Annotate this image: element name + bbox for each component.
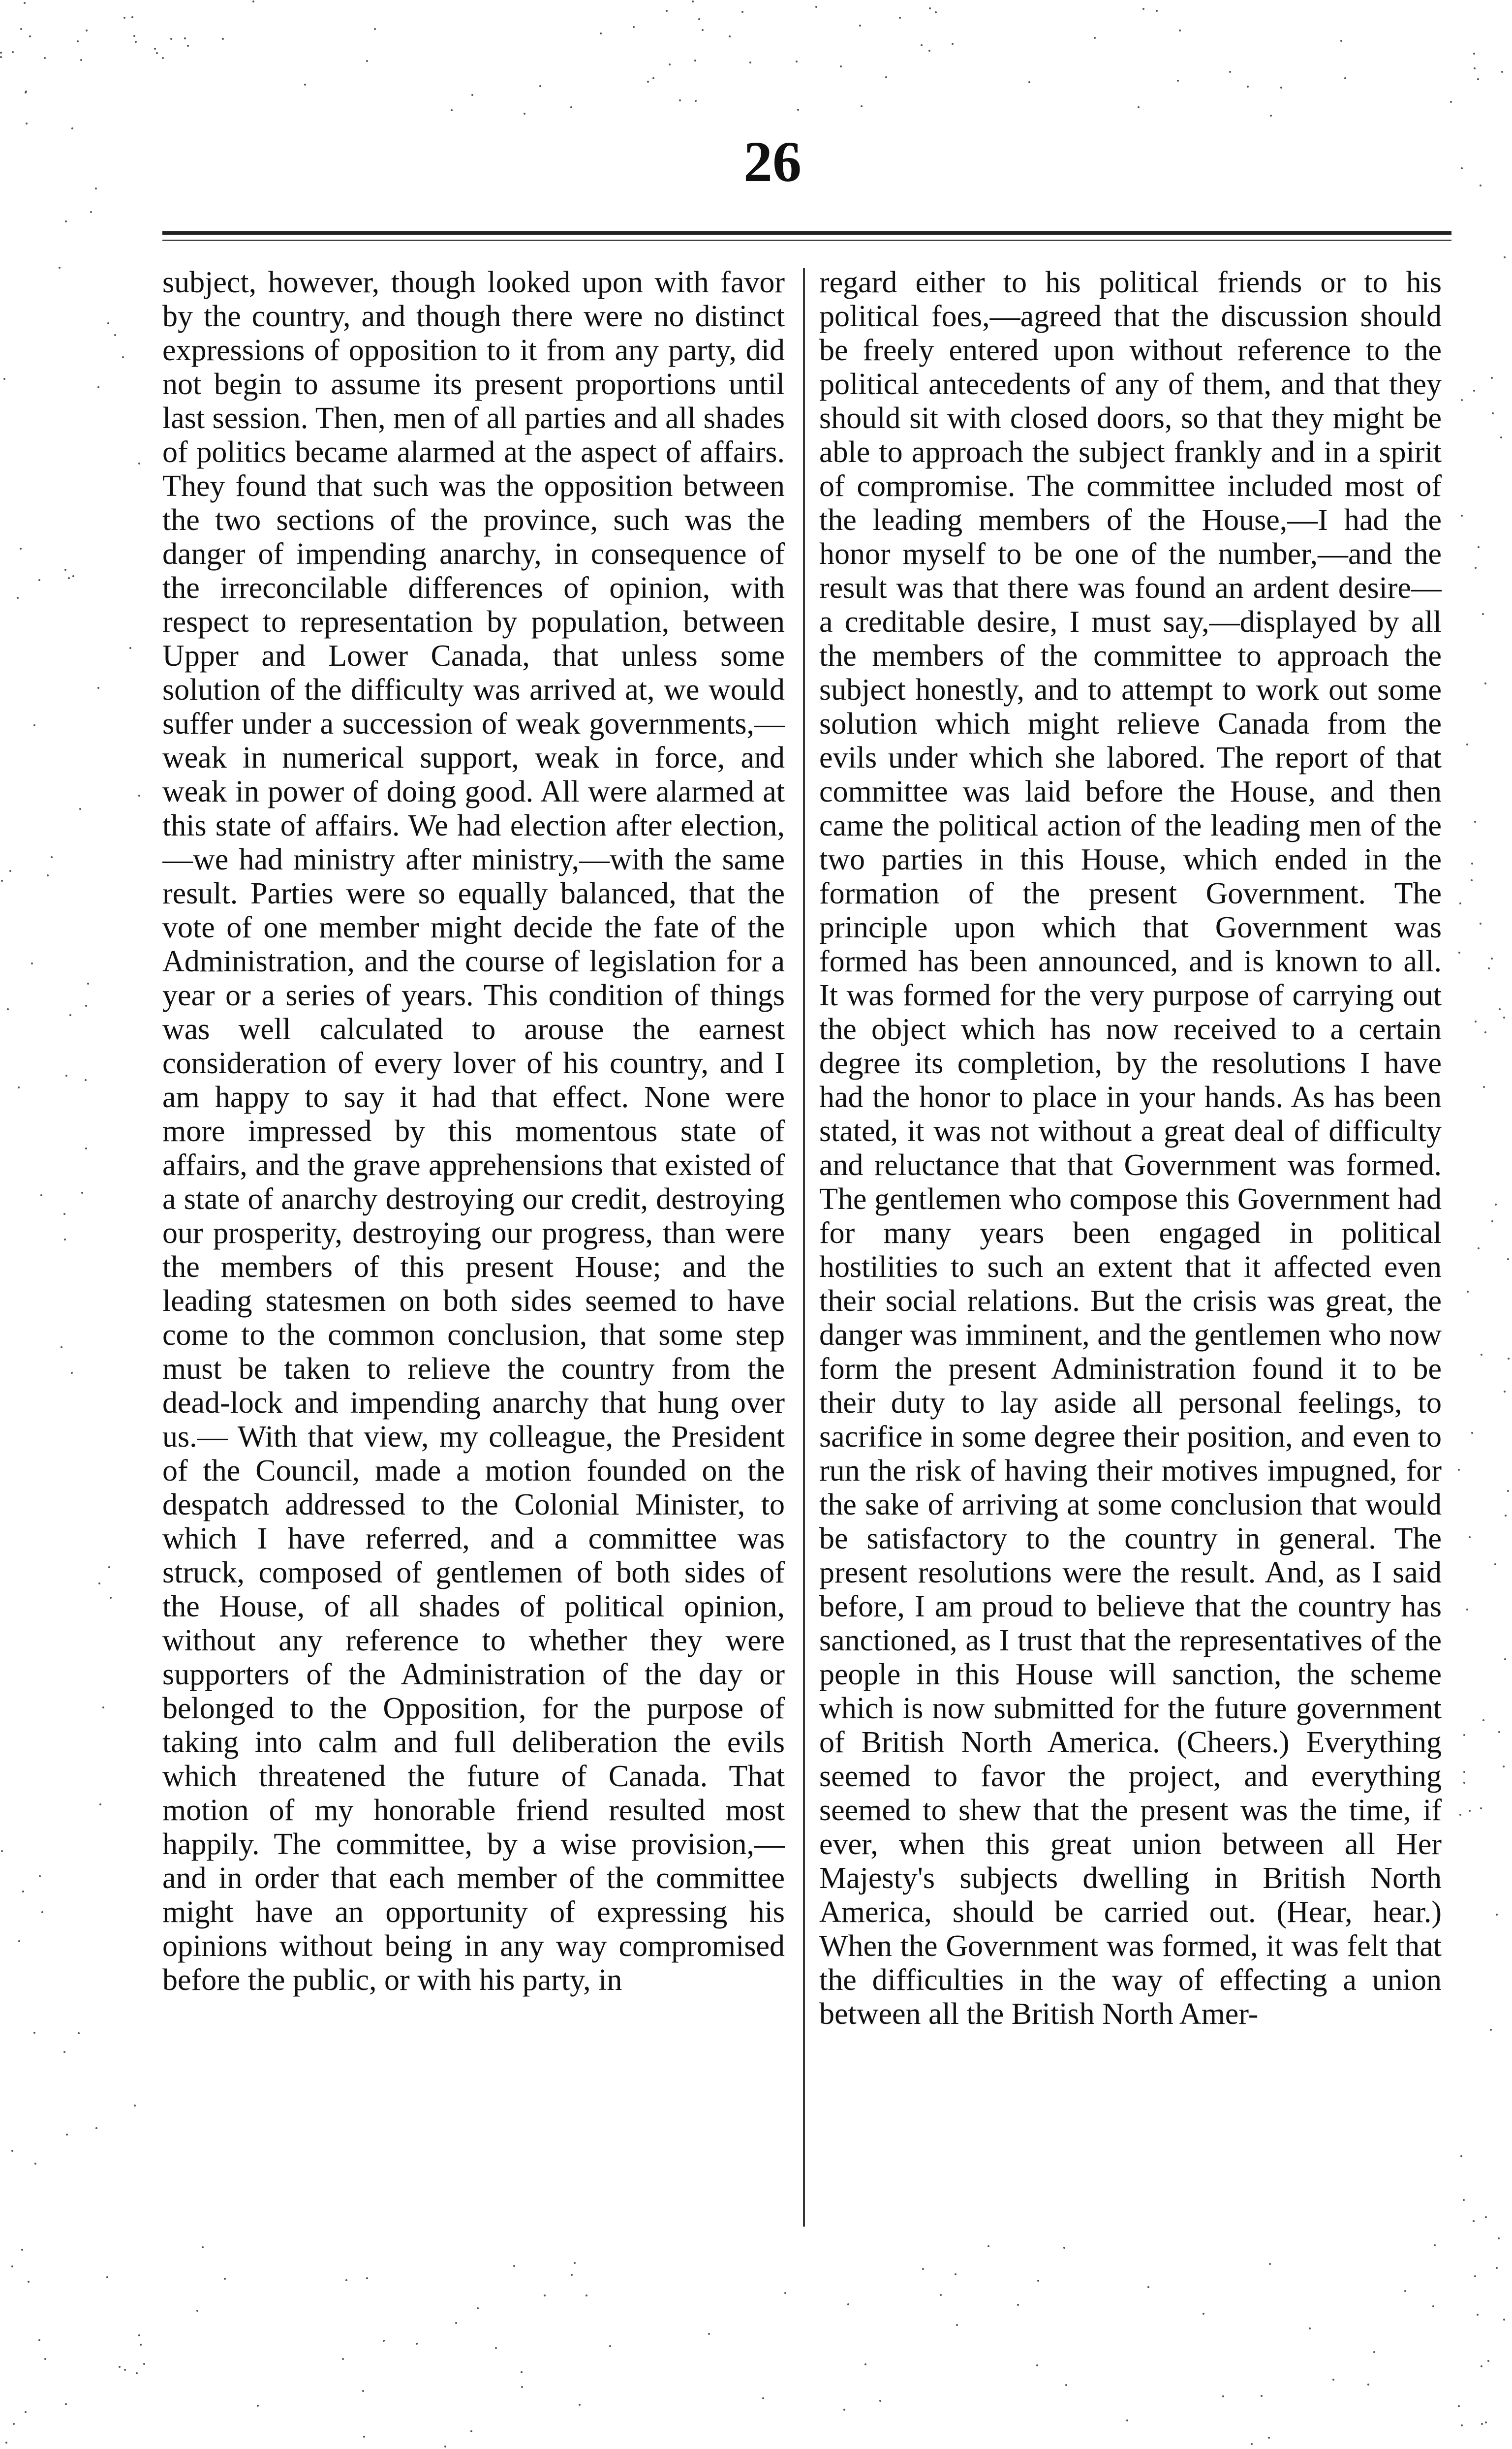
paper-speckle [1251,2443,1253,2445]
paper-speckle [64,569,66,571]
paper-speckle [1138,106,1140,108]
paper-speckle [1491,958,1493,960]
paper-speckle [1473,2220,1475,2222]
paper-speckle [22,1891,24,1892]
paper-speckle [470,2430,472,2432]
paper-speckle [39,1875,41,1877]
paper-speckle [1450,101,1452,103]
paper-speckle [1222,2395,1224,2397]
paper-speckle [21,2249,23,2251]
paper-speckle [784,2292,786,2294]
paper-speckle [1481,2365,1482,2367]
paper-speckle [69,1014,71,1016]
paper-speckle [1126,2419,1128,2421]
paper-speckle [1485,2421,1487,2423]
paper-speckle [138,463,140,465]
paper-speckle [1466,1609,1468,1611]
paper-speckle [1463,2199,1465,2201]
paper-speckle [1473,53,1475,55]
paper-speckle [1474,821,1476,823]
header-rule-thin [162,240,1451,241]
paper-speckle [1478,546,1480,548]
paper-speckle [471,94,473,96]
paper-speckle [847,2303,849,2305]
paper-speckle [1094,37,1096,39]
paper-speckle [33,724,35,726]
paper-speckle [928,50,930,52]
paper-speckle [12,51,14,53]
paper-speckle [59,267,61,269]
paper-speckle [1065,2384,1067,2386]
paper-speckle [692,0,694,2]
paper-speckle [38,579,40,581]
paper-speckle [885,76,887,78]
paper-speckle [1461,399,1463,401]
paper-speckle [1473,390,1475,392]
paper-speckle [1063,2247,1065,2249]
paper-speckle [133,35,135,37]
paper-speckle [18,1086,20,1088]
paper-speckle [1458,2405,1460,2407]
paper-speckle [51,856,53,858]
paper-speckle [749,62,751,63]
paper-speckle [1474,67,1476,69]
paper-speckle [25,91,27,93]
paper-speckle [1503,1017,1505,1019]
paper-speckle [741,11,743,13]
paper-speckle [40,1194,42,1196]
paper-speckle [1373,2351,1375,2353]
paper-speckle [861,105,863,107]
paper-speckle [24,2,26,4]
paper-speckle [987,2245,989,2247]
paper-speckle [1488,967,1490,969]
paper-speckle [11,2150,13,2152]
paper-speckle [63,2051,65,2053]
paper-speckle [11,2265,13,2267]
paper-speckle [956,2324,958,2326]
paper-speckle [1487,2360,1489,2362]
paper-speckle [366,60,368,62]
paper-speckle [1505,1515,1507,1517]
paper-speckle [1492,412,1494,414]
paper-speckle [1459,902,1461,904]
paper-speckle [1203,2313,1204,2315]
paper-speckle [899,17,901,19]
paper-speckle [1496,2267,1498,2269]
paper-speckle [544,2294,546,2296]
paper-speckle [1229,71,1231,73]
paper-speckle [1467,1291,1469,1293]
paper-speckle [1469,1810,1471,1812]
paper-speckle [815,6,817,8]
text-column-left [162,266,785,2229]
paper-speckle [1309,2327,1311,2329]
paper-speckle [600,32,602,34]
paper-speckle [1340,40,1342,42]
paper-speckle [1471,1432,1473,1434]
paper-speckle [114,334,116,336]
column-divider [803,268,805,2227]
paper-speckle [106,2276,108,2278]
paper-speckle [81,1192,83,1194]
paper-speckle [1494,1563,1496,1565]
paper-speckle [383,2340,385,2342]
header-rule [162,231,1451,235]
paper-speckle [729,35,731,37]
paper-speckle [864,2363,866,2365]
paper-speckle [1478,1247,1480,1249]
paper-speckle [1471,879,1473,881]
paper-speckle [1142,8,1144,10]
paper-speckle [1028,81,1030,83]
paper-speckle [1481,2423,1483,2425]
column-left-text: subject, however, though looked upon with favor by the country, and though there were no distinct expressions of opposition to it from any party, did not begin to assume its present proportions until last session. Then, men of all parties and all shades of politics became alarmed at the aspect of affairs. They found that such was the opposition between the two sections of the province, such was the danger of impending anarchy, in consequence of the irreconcilable differences of opinion, with respect to representation by population, between Upper and Lower Canada, that unless some solution of the difficulty was arrived at, we would suffer under a succession of weak governments,—weak in numerical support, weak in force, and weak in power of doing good. All were alarmed at this state of affairs. We had election after election,—we had ministry after ministry,—with the same result. Parties were so equally balanced, that the vote of one member might decide the fate of the Administration, and the course of legislation for a year or a series of years. This condition of things was well calculated to arouse the earnest consideration of every lover of his country, and I am happy to say it had that effect. None were more impressed by this momentous state of affairs, and the grave apprehensions that existed of a state of anarchy destroying our credit, destroying our prosperity, destroying our progress, than were the members of this present House; and the leading statesmen on both sides seemed to have come to the common conclusion, that some step must be taken to relieve the country from the dead-lock and impending anarchy that hung over us.— With that view, my colleague, the President of the Council, made a motion founded on the despatch addressed to the Colonial Minister, to which I have referred, and a committee was struck, composed of gentlemen of both sides of the House, of all shades of political opinion, without any reference to whether they were supporters of the Administration of the day or belonged to the Opposition, for the purpose of taking into calm and full deliberation the evils which threatened the future of Canada. That motion of my honorable friend resulted most happily. The committee, by a wise provision,—and in order that each member of the committee might have an opportunity of expressing his opinions without being in any way compromised before the public, or with his party, in [162,266,785,1997]
paper-speckle [20,28,22,30]
paper-speckle [252,0,254,2]
paper-speckle [840,65,842,67]
paper-speckle [95,2127,97,2129]
paper-speckle [444,2446,446,2448]
paper-speckle [1,1850,3,1852]
paper-speckle [65,220,67,222]
paper-speckle [71,1372,73,1374]
paper-speckle [86,30,88,31]
paper-speckle [708,2333,710,2335]
paper-speckle [1484,1031,1486,1033]
paper-speckle [495,2347,497,2349]
paper-speckle [374,28,376,30]
paper-speckle [1477,78,1479,80]
paper-speckle [1332,2379,1334,2381]
paper-speckle [102,1706,104,1708]
page-number: 26 [743,129,802,194]
paper-speckle [1475,567,1477,569]
paper-speckle [9,870,11,872]
paper-speckle [110,1597,112,1599]
paper-speckle [879,2400,881,2402]
paper-speckle [97,386,99,388]
paper-speckle [1463,1771,1465,1773]
paper-speckle [1500,436,1502,438]
paper-speckle [797,109,799,111]
paper-speckle [63,1213,65,1215]
paper-speckle [0,52,2,54]
paper-speckle [1461,167,1463,169]
paper-speckle [1036,2364,1038,2366]
paper-speckle [1485,2216,1487,2218]
paper-speckle [513,2265,515,2267]
column-right-text: regard either to his political friends or to his political foes,—agreed that the discussion should be freely entered upon without reference to the political antecedents of any of them, and that they should sit with closed doors, so that they might be able to approach the subject frankly and in a spirit of compromise. The committee included most of the leading members of the House,—I had the honor myself to be one of the number,—and the result was that there was found an ardent desire—a creditable desire, I must say,—displayed by all the members of the committee to approach the subject honestly, and to attempt to work out some solution which might relieve Canada from the evils under which she labored. The report of that committee was laid before the House, and then came the political action of the leading men of the two parties in this House, which ended in the formation of the present Government. The principle upon which that Government was formed has been announced, and is known to all. It was formed for the very purpose of carrying out the object which has now received to a certain degree its completion, by the resolutions I have had the honor to place in your hands. As has been stated, it was not without a great deal of difficulty and reluctance that that Government was formed. The gentlemen who compose this Government had for many years been engaged in political hostilities to such an extent that it affected even their social relations. But the crisis was great, the danger was imminent, and the gentlemen who now form the present Administration found it to be their duty to lay aside all personal feelings, to sacrifice in some degree their position, and even to run the risk of having their motives impugned, for the sake of arriving at some conclusion that would be satisfactory to the country in general. The present resolutions were the result. And, as I said before, I am proud to believe that the country has sanctioned, as I trust that the representatives of the people in this House will sanction, the scheme which is now submitted for the future government of British North America. (Cheers.) Everything seemed to favor the project, and everything seemed to shew that the present was the time, if ever, when this great union between all Her Majesty's subjects dwelling in British North America, should be carried out. (Hear, hear.) When the Government was formed, it was felt that the difficulties in the way of effecting a union between all the British North Amer- [819,266,1442,2031]
paper-speckle [539,85,541,87]
paper-speckle [47,874,49,876]
paper-speckle [18,1940,20,1942]
paper-speckle [666,10,668,12]
paper-speckle [342,2358,344,2360]
paper-speckle [1344,77,1346,79]
paper-speckle [1474,2275,1476,2277]
paper-speckle [28,2281,30,2283]
paper-speckle [170,38,172,40]
paper-speckle [143,2363,145,2365]
paper-speckle [524,113,525,115]
paper-speckle [1432,2305,1434,2307]
paper-speckle [85,1079,87,1081]
paper-speckle [1501,71,1503,73]
paper-speckle [61,1346,62,1348]
paper-speckle [95,187,97,189]
paper-speckle [1504,1391,1506,1393]
paper-speckle [90,211,92,213]
paper-speckle [184,37,186,39]
paper-speckle [571,2274,573,2276]
paper-speckle [698,18,700,20]
paper-speckle [1458,952,1460,954]
paper-speckle [135,41,137,43]
paper-speckle [694,60,696,62]
paper-speckle [1459,1814,1461,1816]
paper-speckle [72,575,74,577]
paper-speckle [222,38,224,40]
paper-speckle [136,2372,138,2374]
paper-speckle [1270,115,1272,117]
paper-speckle [1434,2244,1436,2246]
paper-speckle [1482,1719,1484,1721]
paper-speckle [451,109,453,111]
paper-speckle [129,647,131,649]
paper-speckle [1367,2384,1369,2386]
paper-speckle [362,2390,364,2392]
paper-speckle [586,2294,587,2296]
paper-speckle [78,2032,80,2034]
paper-speckle [416,2343,418,2345]
paper-speckle [695,100,697,102]
paper-speckle [87,983,89,985]
paper-speckle [154,48,156,50]
paper-speckle [679,99,681,101]
paper-speckle [3,378,5,380]
paper-speckle [31,962,33,964]
paper-speckle [1482,613,1484,615]
paper-speckle [1477,2314,1479,2316]
paper-speckle [124,2369,126,2371]
paper-speckle [138,795,140,797]
paper-speckle [702,29,704,31]
paper-speckle [955,2273,957,2275]
paper-speckle [1,880,3,882]
paper-speckle [108,1566,110,1568]
paper-speckle [80,59,82,61]
paper-speckle [1463,1734,1465,1736]
paper-speckle [633,26,635,28]
paper-speckle [1017,2304,1019,2306]
paper-speckle [29,35,31,37]
paper-speckle [363,2436,365,2438]
paper-speckle [1463,1782,1465,1784]
paper-speckle [1460,2155,1462,2157]
paper-speckle [455,2322,457,2324]
paper-speckle [1483,1086,1485,1088]
paper-speckle [1247,86,1249,88]
paper-speckle [257,2405,259,2407]
paper-speckle [77,40,79,42]
paper-speckle [97,687,99,689]
paper-speckle [85,1005,87,1007]
paper-speckle [68,577,70,579]
paper-speckle [1404,2290,1406,2292]
paper-speckle [1504,256,1506,258]
paper-speckle [1280,87,1282,89]
paper-speckle [33,2032,35,2034]
paper-speckle [1507,1258,1509,1260]
paper-speckle [13,2423,15,2425]
paper-speckle [138,2334,140,2336]
paper-speckle [26,123,28,124]
paper-speckle [1475,1021,1477,1023]
paper-speckle [843,2409,845,2411]
paper-speckle [1458,1469,1460,1471]
paper-speckle [187,45,189,47]
paper-speckle [41,1911,43,1913]
paper-speckle [156,52,158,54]
paper-speckle [1466,744,1468,745]
paper-speckle [1156,10,1158,12]
paper-speckle [521,2371,523,2373]
paper-speckle [1491,1220,1493,1222]
paper-speckle [1498,2237,1500,2239]
paper-speckle [99,1803,101,1805]
paper-speckle [119,2366,121,2368]
paper-speckle [669,63,671,65]
paper-speckle [196,2310,198,2312]
paper-speckle [25,2411,27,2413]
paper-speckle [202,2246,204,2248]
paper-speckle [1498,1731,1500,1733]
paper-speckle [1484,682,1486,684]
paper-speckle [1499,1008,1501,1010]
paper-speckle [44,2358,46,2360]
paper-speckle [34,2163,36,2165]
paper-speckle [940,2294,942,2296]
paper-speckle [134,2105,136,2107]
paper-speckle [98,1582,100,1584]
paper-speckle [1461,515,1463,517]
paper-speckle [79,808,81,810]
paper-speckle [65,1075,67,1077]
paper-speckle [1504,1658,1506,1660]
paper-speckle [304,84,306,86]
paper-speckle [952,43,954,45]
paper-speckle [1491,377,1493,379]
paper-speckle [1508,1358,1510,1360]
paper-speckle [44,57,46,59]
paper-speckle [570,106,572,108]
paper-speckle [1261,2395,1263,2397]
paper-speckle [921,44,923,46]
text-column-right [819,266,1442,2229]
paper-speckle [1177,80,1179,82]
paper-speckle [477,2307,479,2309]
paper-speckle [579,2404,581,2406]
paper-speckle [859,25,861,27]
paper-speckle [1481,1354,1482,1356]
paper-speckle [140,2344,142,2346]
paper-speckle [1480,1807,1482,1809]
paper-speckle [131,16,133,18]
paper-speckle [1503,2319,1505,2321]
paper-speckle [935,11,937,13]
paper-speckle [796,61,798,62]
paper-speckle [1495,1204,1497,1206]
paper-speckle [64,1239,66,1240]
paper-speckle [1507,1490,1509,1492]
paper-speckle [609,2345,611,2347]
paper-speckle [1461,2424,1463,2426]
paper-speckle [17,597,19,599]
paper-speckle [107,322,109,324]
paper-speckle [574,2262,576,2264]
paper-speckle [7,1008,9,1010]
paper-speckle [652,77,654,79]
paper-speckle [71,127,73,129]
paper-speckle [122,356,124,358]
paper-speckle [66,2134,68,2136]
paper-speckle [0,56,2,58]
paper-speckle [162,57,164,59]
paper-speckle [1269,2263,1271,2265]
paper-speckle [38,2339,40,2341]
paper-speckle [1037,2280,1039,2282]
paper-speckle [929,7,931,9]
paper-speckle [1480,923,1481,925]
paper-speckle [521,2386,523,2388]
paper-speckle [20,548,22,550]
paper-speckle [1496,1914,1498,1916]
paper-speckle [762,2397,764,2399]
paper-speckle [647,81,649,83]
paper-speckle [1179,30,1181,31]
paper-speckle [1147,2286,1149,2288]
paper-speckle [123,17,125,19]
paper-speckle [5,2442,7,2444]
paper-speckle [1480,185,1481,186]
paper-speckle [1490,2029,1492,2031]
paper-speckle [366,2277,368,2279]
paper-speckle [65,2403,67,2405]
paper-speckle [345,2279,347,2281]
paper-speckle [1503,1766,1505,1767]
paper-speckle [85,1147,87,1149]
paper-speckle [1471,863,1473,865]
paper-speckle [1469,1536,1471,1538]
paper-speckle [922,2268,924,2270]
paper-speckle [1268,2437,1270,2439]
paper-speckle [224,2278,226,2280]
